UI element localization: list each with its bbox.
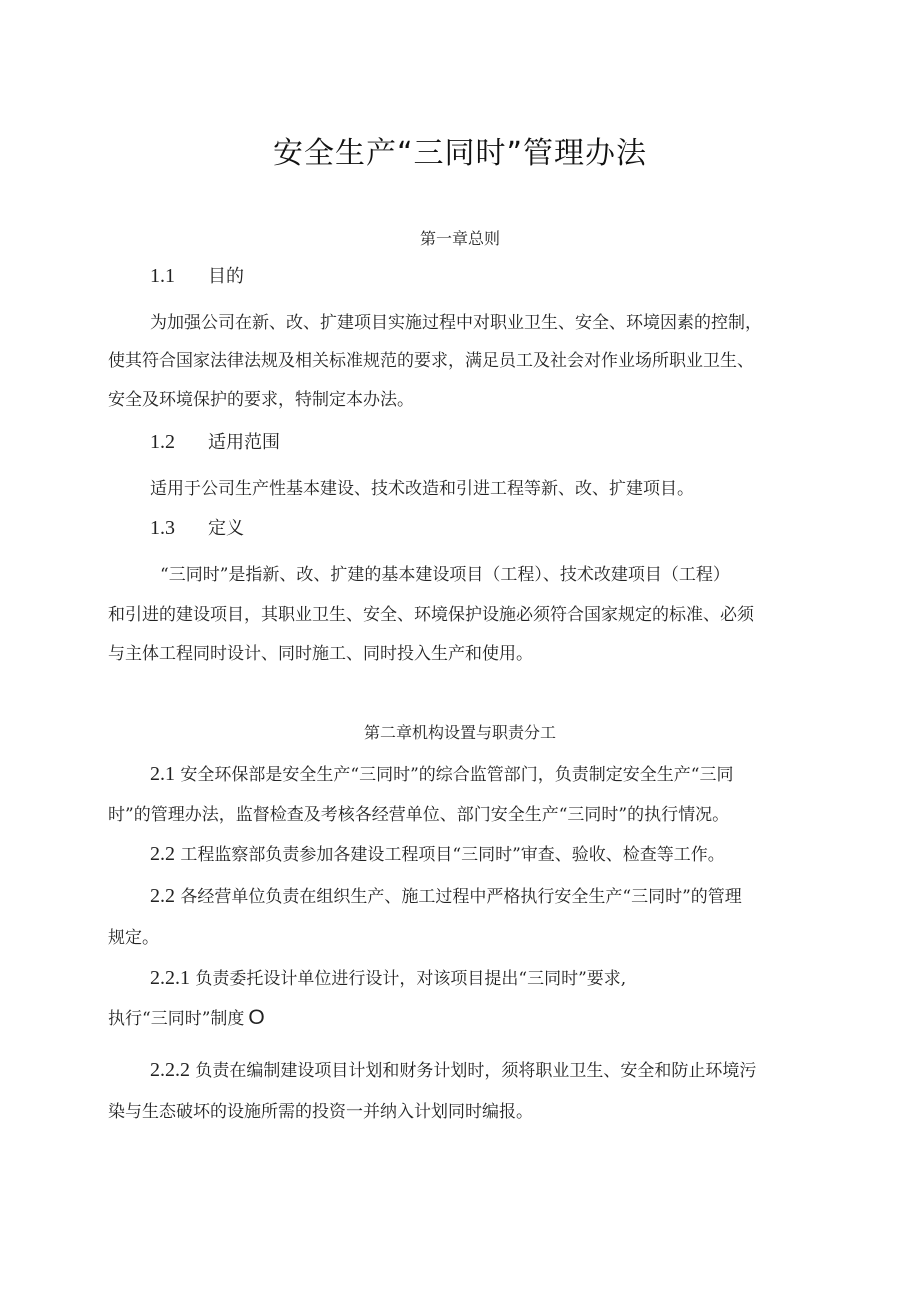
section-1-2-heading: [150, 428, 280, 454]
paragraph-text: 负责委托设计单位进行设计，对该项目提出“三同时”要求,: [195, 969, 627, 989]
chapter-1-heading: 第一章总则: [419, 229, 500, 248]
paragraph-number: 2.2: [150, 885, 175, 907]
section-label: 目的: [208, 266, 244, 287]
paragraph-2-2-1-line-1: [150, 964, 862, 990]
paragraph-line: 为加强公司在新、改、扩建项目实施过程中对职业卫生、安全、环境因素的控制，: [150, 313, 762, 333]
chapter-2-heading: 第二章机构设置与职责分工: [363, 723, 556, 742]
section-label: 适用范围: [208, 432, 280, 453]
paragraph-text: 执行“三同时”制度: [108, 1009, 245, 1029]
paragraph-text: 安全环保部是安全生产“三同时”的综合监管部门，负责制定安全生产“三同: [180, 765, 734, 785]
paragraph-line: “三同时”是指新、改、扩建的基本建设项目（工程）、技术改建项目（工程）: [160, 565, 730, 585]
paragraph-number: 2.1: [150, 763, 175, 785]
paragraph-2-2-2-line-1: [150, 1056, 862, 1082]
section-1-3-heading: [150, 514, 244, 540]
paragraph-2-2-b-line-1: [150, 882, 862, 908]
paragraph-text: 各经营单位负责在组织生产、施工过程中严格执行安全生产“三同时”的管理: [180, 887, 742, 907]
paragraph-text: 负责在编制建设项目计划和财务计划时，须将职业卫生、安全和防止环境污: [195, 1061, 757, 1081]
section-1-1-heading: [150, 262, 244, 288]
paragraph-number: 2.2: [150, 843, 175, 865]
section-number: 1.2: [150, 431, 175, 453]
section-number: 1.1: [150, 265, 175, 287]
paragraph-text: 工程监察部负责参加各建设工程项目“三同时”审查、验收、检查等工作。: [180, 845, 725, 865]
paragraph-2-1-line-1: [150, 760, 862, 786]
paragraph-number: 2.2.2: [150, 1059, 190, 1081]
paragraph-line: 适用于公司生产性基本建设、技术改造和引进工程等新、改、扩建项目。: [150, 479, 694, 499]
section-label: 定义: [208, 518, 244, 539]
paragraph-line: 与主体工程同时设计、同时施工、同时投入生产和使用。: [108, 644, 533, 664]
paragraph-2-2-a: [150, 840, 862, 866]
paragraph-line: 染与生态破坏的设施所需的投资一并纳入计划同时编报。: [108, 1102, 533, 1122]
paragraph-line: 安全及环境保护的要求，特制定本办法。: [108, 390, 414, 410]
document-title: 安全生产“三同时”管理办法: [272, 136, 648, 171]
paragraph-2-2-1-line-2: [108, 1004, 820, 1030]
paragraph-line: 使其符合国家法律法规及相关标准规范的要求，满足员工及社会对作业场所职业卫生、: [108, 351, 754, 371]
paragraph-line: 时”的管理办法，监督检查及考核各经营单位、部门安全生产“三同时”的执行情况。: [108, 805, 730, 825]
section-number: 1.3: [150, 517, 175, 539]
paragraph-line: 和引进的建设项目，其职业卫生、安全、环境保护设施必须符合国家规定的标准、必须: [108, 605, 754, 625]
paragraph-number: 2.2.1: [150, 967, 190, 989]
paragraph-end-mark: O: [248, 1006, 265, 1029]
paragraph-line: 规定。: [108, 928, 159, 948]
